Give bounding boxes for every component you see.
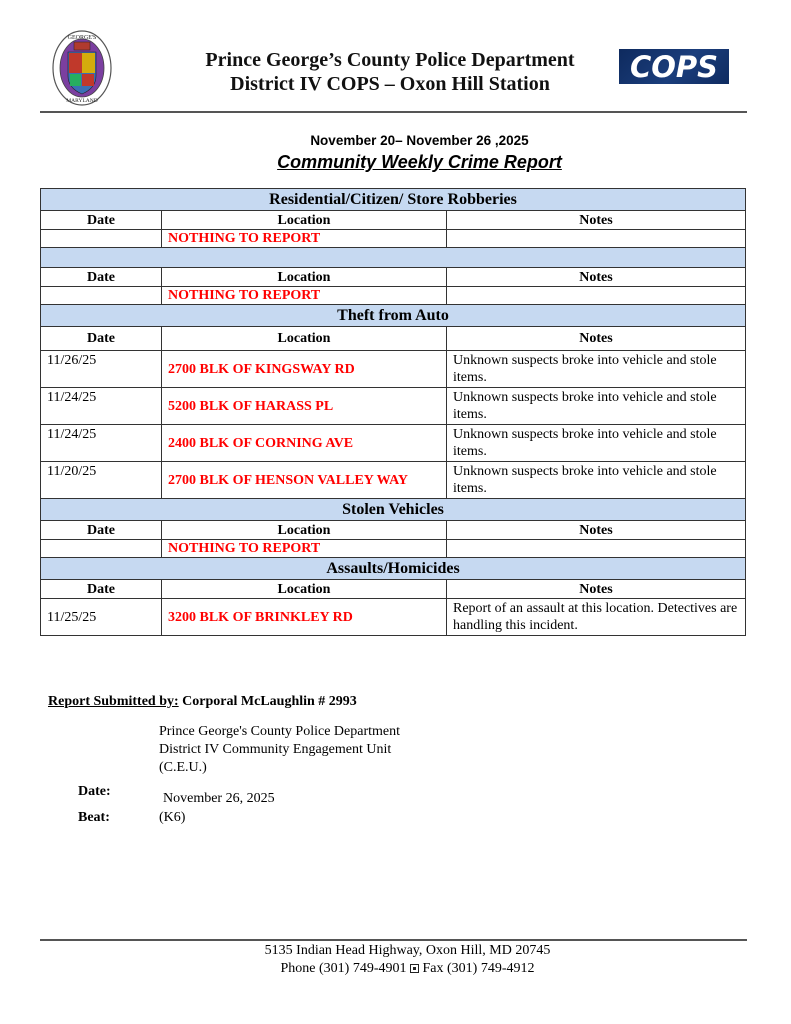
table-row	[41, 462, 746, 499]
location-cell: 2700 BLK OF HENSON VALLEY WAY	[162, 462, 447, 499]
officer-name: Corporal McLaughlin # 2993	[178, 694, 357, 709]
column-headers: Date Location Notes	[41, 268, 746, 287]
notes-cell: Unknown suspects broke into vehicle and stole items.	[447, 388, 746, 425]
location-cell: 2700 BLK OF KINGSWAY RD	[162, 351, 447, 388]
column-headers: Date Location Notes	[41, 580, 746, 599]
section-header-assaults-homicides: Assaults/Homicides	[41, 558, 746, 580]
table-row	[41, 287, 746, 305]
report-submitted-by	[48, 694, 357, 710]
beat-value: (K6)	[159, 810, 186, 825]
location-cell: 2400 BLK OF CORNING AVE	[162, 425, 447, 462]
section-header-robberies: Residential/Citizen/ Store Robberies	[41, 189, 746, 211]
header-divider	[40, 111, 747, 113]
square-bullet-icon	[410, 964, 419, 973]
col-location: Location	[162, 211, 447, 230]
cops-logo-icon: COPS	[619, 49, 729, 84]
letterhead	[40, 28, 747, 112]
col-notes: Notes	[447, 211, 746, 230]
table-row	[41, 230, 746, 248]
department-name: Prince George’s County Police Department	[205, 49, 575, 71]
location-cell: 3200 BLK OF BRINKLEY RD	[162, 599, 447, 636]
date-cell: 11/25/25	[41, 599, 162, 636]
letterhead-title	[170, 48, 610, 96]
section-header-untitled	[41, 248, 746, 268]
section-header-theft-from-auto: Theft from Auto	[41, 305, 746, 327]
svg-text:MARYLAND: MARYLAND	[66, 98, 98, 104]
crime-report-table	[40, 188, 746, 636]
notes-cell: Unknown suspects broke into vehicle and stole items.	[447, 462, 746, 499]
footer	[0, 942, 791, 978]
column-headers: Date Location Notes	[41, 327, 746, 351]
location-cell: 5200 BLK OF HARASS PL	[162, 388, 447, 425]
location-cell: NOTHING TO REPORT	[162, 230, 447, 248]
station-name: District IV COPS – Oxon Hill Station	[230, 73, 550, 95]
submitting-organization: Prince George's County Police Department District IV Community Engagement Unit (C.E.U.)	[159, 724, 400, 775]
date-cell: 11/26/25	[41, 351, 162, 388]
date-value: November 26, 2025	[163, 791, 275, 806]
table-row	[41, 599, 746, 636]
table-row	[41, 425, 746, 462]
beat-label: Beat:	[78, 810, 110, 825]
county-seal-icon	[52, 30, 112, 106]
date-cell: 11/20/25	[41, 462, 162, 499]
report-title: Community Weekly Crime Report	[277, 152, 562, 172]
footer-contact	[24, 960, 791, 978]
date-cell: 11/24/25	[41, 388, 162, 425]
column-headers: Date Location Notes	[41, 521, 746, 540]
date-label: Date:	[78, 784, 111, 799]
notes-cell: Report of an assault at this location. Detectives are handling this incident.	[447, 599, 746, 636]
location-cell: NOTHING TO REPORT	[162, 540, 447, 558]
date-cell: 11/24/25	[41, 425, 162, 462]
svg-text:GEORGE'S: GEORGE'S	[67, 35, 97, 41]
section-header-stolen-vehicles: Stolen Vehicles	[41, 499, 746, 521]
notes-cell: Unknown suspects broke into vehicle and stole items.	[447, 351, 746, 388]
column-headers	[41, 211, 746, 230]
location-cell: NOTHING TO REPORT	[162, 287, 447, 305]
footer-address: 5135 Indian Head Highway, Oxon Hill, MD 20745	[264, 943, 551, 958]
table-row	[41, 351, 746, 388]
footer-fax: Fax (301) 749-4912	[422, 961, 535, 976]
report-date-range: November 20– November 26 ,2025	[310, 133, 529, 148]
footer-divider	[40, 939, 747, 941]
table-row	[41, 388, 746, 425]
table-row	[41, 540, 746, 558]
footer-phone: Phone (301) 749-4901	[280, 961, 407, 976]
submitted-by-label: Report Submitted by:	[48, 694, 179, 709]
notes-cell: Unknown suspects broke into vehicle and stole items.	[447, 425, 746, 462]
col-date: Date	[41, 211, 162, 230]
